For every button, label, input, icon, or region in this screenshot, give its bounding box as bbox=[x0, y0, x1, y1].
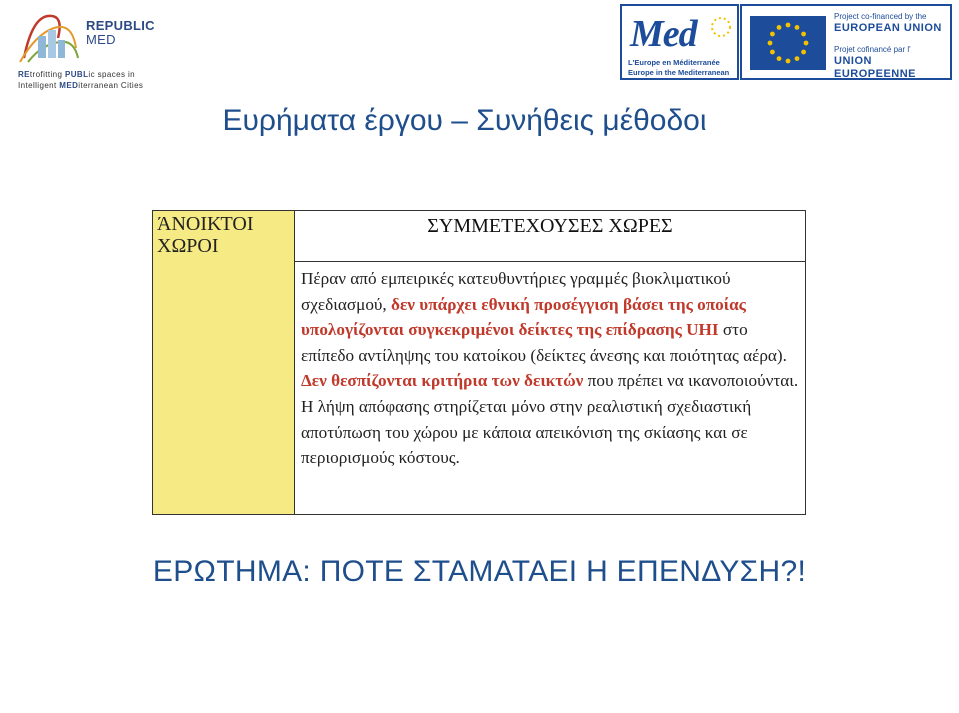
left-header-cell: ΆΝΟΙΚΤΟΙ ΧΩΡΟΙ bbox=[153, 211, 295, 515]
med-logo-line2: Europe in the Mediterranean bbox=[628, 68, 730, 77]
med-logo-line1: L'Europe en Méditerranée bbox=[628, 58, 720, 67]
highlight-no-criteria: Δεν θεσπίζονται κριτήρια των δεικτών bbox=[301, 371, 584, 391]
eu-line3: Projet cofinancé par l' bbox=[834, 45, 911, 54]
med-star-icon bbox=[706, 12, 736, 42]
med-logo-word: Med bbox=[630, 13, 697, 55]
republic-tagline-line2: Intelligent MEDiterranean Cities bbox=[18, 81, 144, 90]
republic-med-logo bbox=[14, 8, 159, 88]
republic-brand-line2: MED bbox=[86, 32, 116, 47]
republic-tagline-line1: REtrofitting PUBLic spaces in bbox=[18, 70, 136, 79]
eu-logo-text bbox=[834, 12, 948, 81]
republic-brand-line1: REPUBLIC bbox=[86, 18, 155, 33]
question-heading: ΕΡΩΤΗΜΑ: ΠΟΤΕ ΣΤΑΜΑΤΑΕΙ Η ΕΠΕΝΔΥΣΗ?! bbox=[152, 555, 807, 588]
findings-table bbox=[152, 210, 806, 515]
page-title: Ευρήματα έργου – Συνήθεις μέθοδοι bbox=[222, 104, 707, 137]
eu-line2: EUROPEAN UNION bbox=[834, 22, 942, 34]
findings-body-cell: Πέραν από εμπειρικές κατευθυντήριες γραμμές βιοκλιματικού σχεδιασμού, δεν υπάρχει εθνική προσέγγιση βάσει της οποίας υπολογίζονται συγκεκριμένοι δείκτες της επίδρασης UHI στο επίπεδο αντίληψης του κατοίκου (δείκτες άνεσης και ποιότητας αέρα). Δεν θεσπίζονται κριτήρια των δεικτών που πρέπει να ικανοποιούνται. Η λήψη απόφασης στηρίζεται μόνο στην ρεαλιστική σχεδιαστική αποτύπωση του χώρου με κάποια απεικόνιση της σκίασης και σε περιορισμούς κόστους. bbox=[295, 262, 806, 515]
eu-cofinance-logo bbox=[740, 4, 952, 80]
eu-line4: UNION EUROPEENNE bbox=[834, 55, 917, 80]
med-programme-logo bbox=[620, 4, 739, 80]
highlight-no-national-approach: δεν υπάρχει εθνική προσέγγιση βάσει της οποίας υπολογίζονται συγκεκριμένοι δείκτες της επίδρασης UHI bbox=[301, 294, 746, 340]
eu-line1: Project co-financed by the bbox=[834, 12, 927, 21]
right-header-cell: ΣΥΜΜΕΤΕΧΟΥΣΕΣ ΧΩΡΕΣ bbox=[295, 211, 806, 262]
republic-med-emblem-icon bbox=[14, 8, 86, 66]
eu-flag-icon bbox=[750, 16, 826, 70]
